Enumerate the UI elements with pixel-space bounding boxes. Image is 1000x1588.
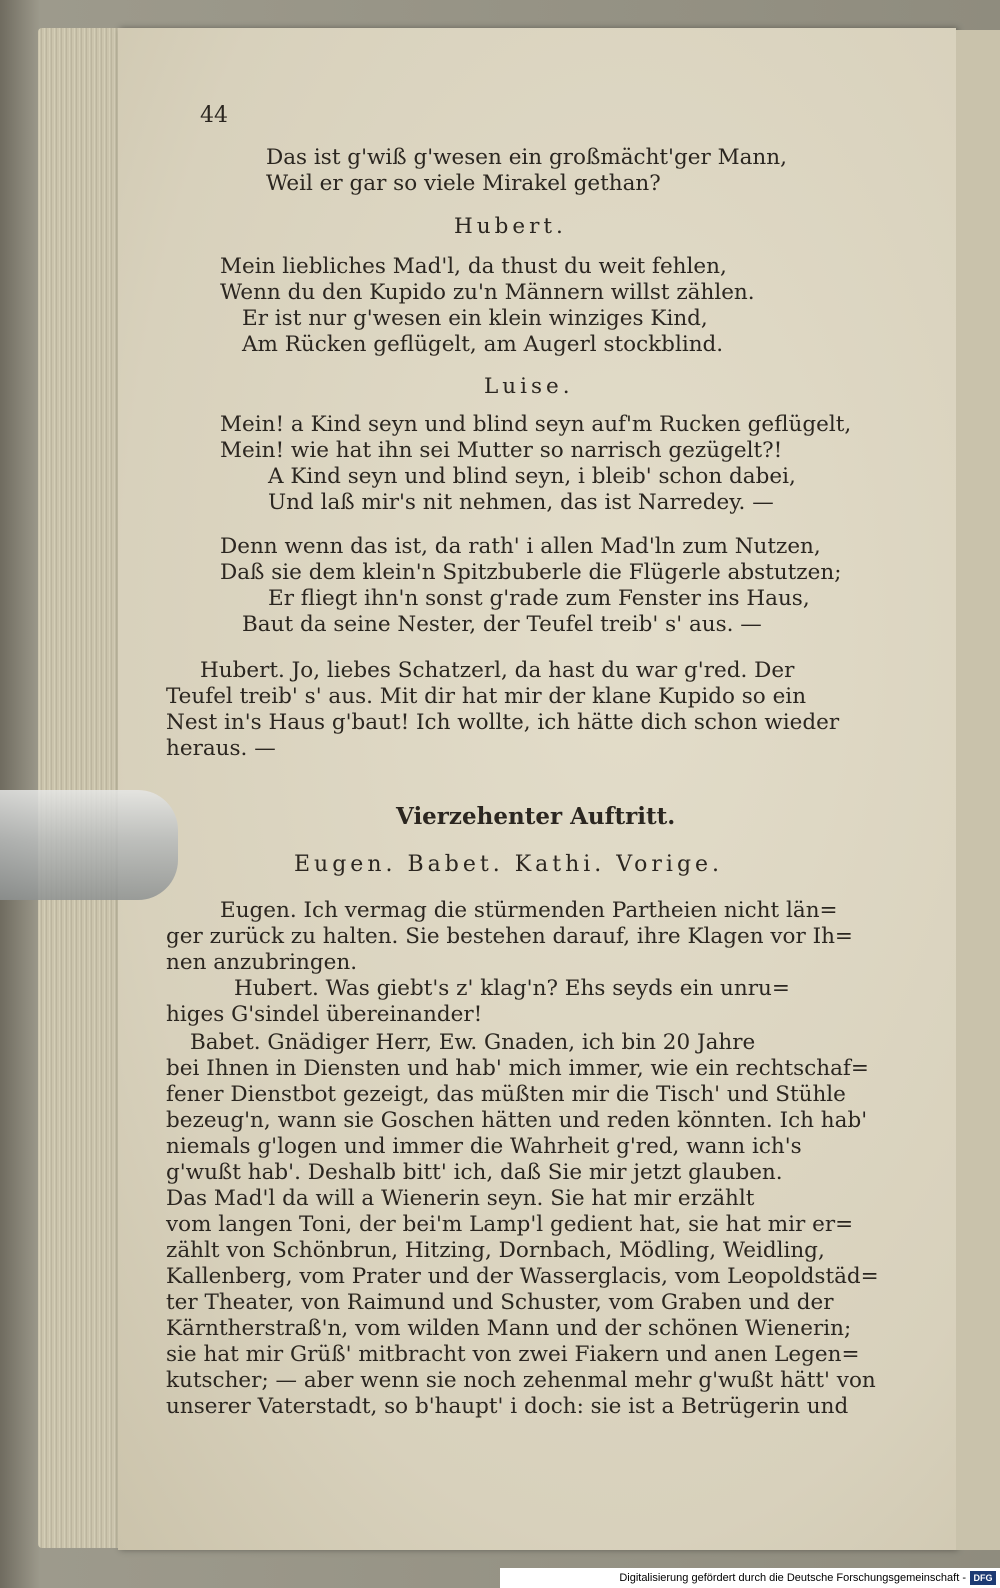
- text-line: bei Ihnen in Diensten und hab' mich immer, wie ein rechtschaf=: [166, 1056, 869, 1081]
- characters-heading: Eugen. Babet. Kathi. Vorige.: [294, 852, 724, 877]
- speaker-heading: Hubert.: [454, 214, 567, 239]
- text-line: Hubert. Was giebt's z' klag'n? Ehs seyds ein unru=: [234, 976, 790, 1001]
- text-line: bezeug'n, wann sie Goschen hätten und reden könnten. Ich hab': [166, 1108, 868, 1133]
- text-line: nen anzubringen.: [166, 950, 358, 975]
- text-line: Mein! a Kind seyn und blind seyn auf'm Rucken geflügelt,: [220, 412, 852, 437]
- text-line: Nest in's Haus g'baut! Ich wollte, ich hätte dich schon wieder: [166, 710, 840, 735]
- text-line: Hubert. Jo, liebes Schatzerl, da hast du war g'red. Der: [200, 658, 795, 683]
- text-line: zählt von Schönbrun, Hitzing, Dornbach, Mödling, Weidling,: [166, 1238, 825, 1263]
- text-line: ter Theater, von Raimund und Schuster, vom Graben und der: [166, 1290, 834, 1315]
- text-line: g'wußt hab'. Deshalb bitt' ich, daß Sie mir jetzt glauben.: [166, 1160, 783, 1185]
- text-line: Er fliegt ihn'n sonst g'rade zum Fenster ins Haus,: [268, 586, 810, 611]
- text-line: unserer Vaterstadt, so b'haupt' i doch: sie ist a Betrügerin und: [166, 1394, 849, 1419]
- text-line: A Kind seyn und blind seyn, i bleib' schon dabei,: [268, 464, 796, 489]
- text-line: Weil er gar so viele Mirakel gethan?: [266, 171, 661, 196]
- text-line: Eugen. Ich vermag die stürmenden Partheien nicht län=: [220, 898, 838, 923]
- text-line: Daß sie dem klein'n Spitzbuberle die Flügerle abstutzen;: [220, 560, 842, 585]
- text-line: Kärntherstraß'n, vom wilden Mann und der schönen Wienerin;: [166, 1316, 852, 1341]
- text-line: Er ist nur g'wesen ein klein winziges Kind,: [242, 306, 708, 331]
- text-line: Teufel treib' s' aus. Mit dir hat mir der klane Kupido so ein: [166, 684, 807, 709]
- page-number: 44: [200, 103, 228, 128]
- text-line: Baut da seine Nester, der Teufel treib' s' aus. —: [242, 612, 762, 637]
- dfg-logo-icon[interactable]: DFG: [970, 1571, 996, 1585]
- footer-text: Digitalisierung gefördert durch die Deutsche Forschungsgemeinschaft -: [619, 1572, 966, 1584]
- text-line: vom langen Toni, der bei'm Lamp'l gedient hat, sie hat mir er=: [166, 1212, 854, 1237]
- text-line: sie hat mir Grüß' mitbracht von zwei Fiakern und anen Legen=: [166, 1342, 860, 1367]
- text-line: Mein! wie hat ihn sei Mutter so narrisch gezügelt?!: [220, 438, 783, 463]
- text-line: Am Rücken geflügelt, am Augerl stockblind.: [242, 332, 724, 357]
- text-line: Kallenberg, vom Prater und der Wasserglacis, vom Leopoldstäd=: [166, 1264, 879, 1289]
- text-line: niemals g'logen und immer die Wahrheit g'red, wann ich's: [166, 1134, 802, 1159]
- text-line: ger zurück zu halten. Sie bestehen darauf, ihre Klagen vor Ih=: [166, 924, 853, 949]
- text-line: Das Mad'l da will a Wienerin seyn. Sie hat mir erzählt: [166, 1186, 755, 1211]
- text-line: Mein liebliches Mad'l, da thust du weit fehlen,: [220, 254, 727, 279]
- text-line: Denn wenn das ist, da rath' i allen Mad'ln zum Nutzen,: [220, 534, 821, 559]
- digitization-footer: [500, 1568, 1000, 1588]
- text-line: Wenn du den Kupido zu'n Männern willst zählen.: [220, 280, 755, 305]
- text-line: Das ist g'wiß g'wesen ein großmächt'ger Mann,: [266, 145, 787, 170]
- page-holder-tab: [0, 790, 178, 900]
- text-line: fener Dienstbot gezeigt, das müßten mir die Tisch' und Stühle: [166, 1082, 846, 1107]
- scene-heading: Vierzehenter Auftritt.: [396, 803, 676, 830]
- text-line: Babet. Gnädiger Herr, Ew. Gnaden, ich bin 20 Jahre: [190, 1030, 756, 1055]
- text-line: higes G'sindel übereinander!: [166, 1002, 483, 1027]
- text-line: heraus. —: [166, 736, 276, 761]
- speaker-heading: Luise.: [484, 374, 574, 399]
- text-line: kutscher; — aber wenn sie noch zehenmal mehr g'wußt hätt' von: [166, 1368, 876, 1393]
- text-line: Und laß mir's nit nehmen, das ist Narredey. —: [268, 490, 774, 515]
